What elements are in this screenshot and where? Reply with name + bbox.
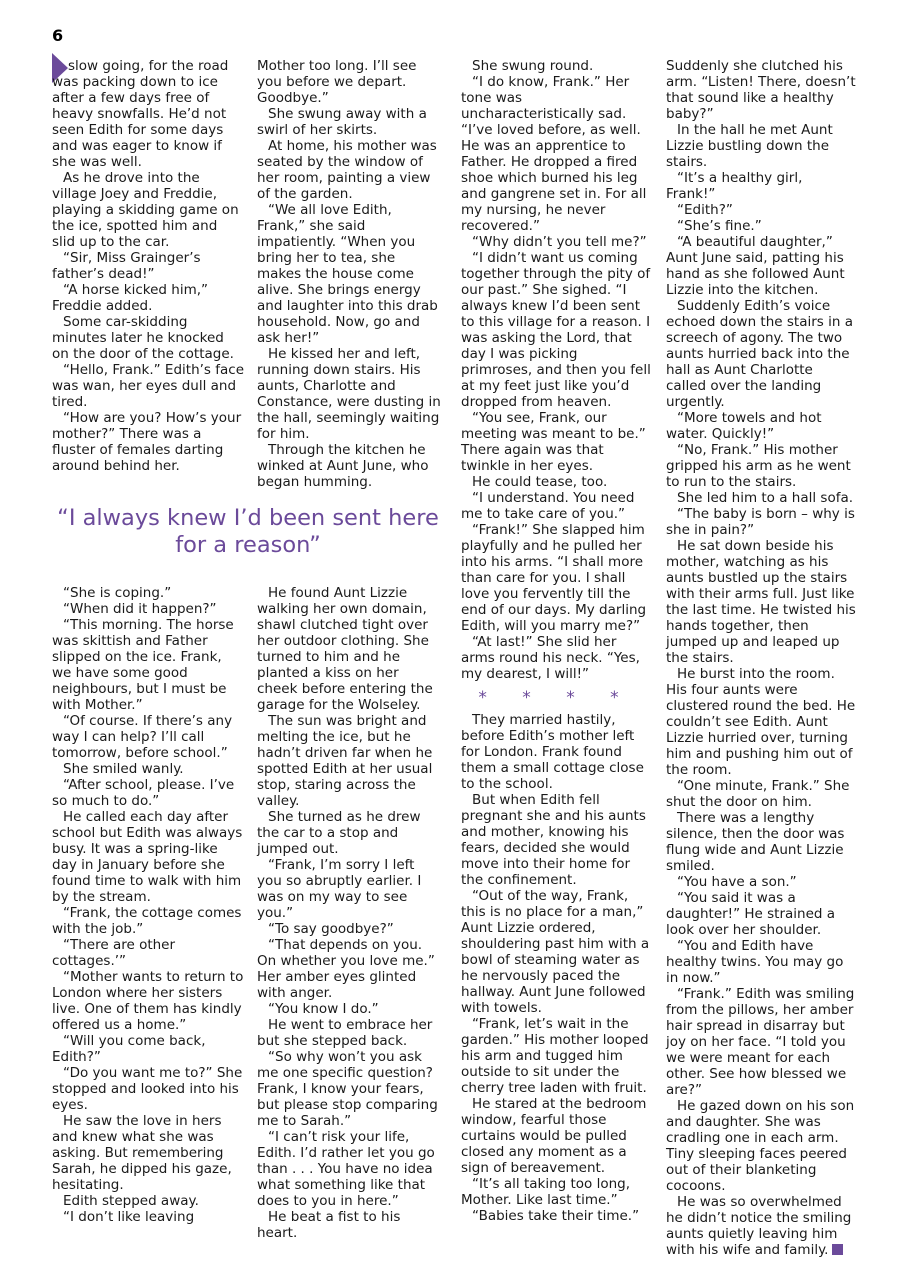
paragraph: slow going, for the road was packing down to ice after a few days free of heavy snowfalls. He’d not seen Edith for some days and was eager to know if she was well. [52, 58, 229, 170]
paragraph: “Frank, let’s wait in the garden.” His mother looped his arm and tugged him outside to sit under the cherry tree laden with fruit. [461, 1016, 649, 1096]
paragraph: He saw the love in hers and knew what she was asking. But remembering Sarah, he dipped his gaze, hesitating. [52, 1113, 232, 1193]
column-1-bottom [52, 585, 244, 1225]
paragraph: He sat down beside his mother, watching as his aunts bustled up the stairs with their arms full. Just like the last time. He twisted his hands together, then jumped up and leaped up the stairs. [666, 538, 856, 666]
paragraph: “I don’t like leaving [63, 1209, 195, 1225]
paragraph: She turned as he drew the car to a stop and jumped out. [257, 809, 421, 857]
paragraph: “Frank.” Edith was smiling from the pillows, her amber hair spread in disarray but joy on her face. “I told you we were meant for each other. See how blessed we are?” [666, 986, 855, 1098]
paragraph: “A beautiful daughter,” Aunt June said, patting his hand as she followed Aunt Lizzie into the kitchen. [666, 234, 845, 298]
paragraph: “No, Frank.” His mother gripped his arm as he went to run to the stairs. [666, 442, 851, 490]
column-2-top [257, 58, 443, 490]
paragraph: “That depends on you. On whether you love me.” Her amber eyes glinted with anger. [257, 937, 435, 1001]
paragraph-text: He was so overwhelmed he didn’t notice the smiling aunts quietly leaving him with his wife and family. [666, 1194, 852, 1258]
paragraph: “You and Edith have healthy twins. You may go in now.” [666, 938, 844, 986]
paragraph: “To say goodbye?” [268, 921, 394, 937]
paragraph: He kissed her and left, running down stairs. His aunts, Charlotte and Constance, were dusting in the hall, seemingly waiting for him. [257, 346, 441, 442]
paragraph: “When did it happen?” [63, 601, 217, 617]
paragraph: “You see, Frank, our meeting was meant to be.” There again was that twinkle in her eyes. [461, 410, 646, 474]
paragraph: “A horse kicked him,” Freddie added. [52, 282, 209, 314]
paragraph: “She is coping.” [63, 585, 172, 601]
paragraph: But when Edith fell pregnant she and his aunts and mother, knowing his fears, decided she would move into their home for the confinement. [461, 792, 646, 888]
paragraph: “I didn’t want us coming together through the pity of our past.” She sighed. “I always knew I’d been sent to this village for a reason. I was asking the Lord, that day I was picking primroses, and then you fell at my feet just like you’d dropped from heaven. [461, 250, 651, 410]
paragraph: “You have a son.” [677, 874, 797, 890]
paragraph: She swung away with a swirl of her skirts. [257, 106, 427, 138]
paragraph: He found Aunt Lizzie walking her own domain, shawl clutched tight over her outdoor clothing. She turned to him and he planted a kiss on her cheek before entering the garage for the Wolseley. [257, 585, 433, 713]
page-number: 6 [52, 26, 64, 45]
paragraph: He burst into the room. His four aunts were clustered round the bed. He couldn’t see Edith. Aunt Lizzie hurried over, turning him and pushing him out of the room. [666, 666, 856, 778]
final-paragraph [666, 1194, 856, 1258]
paragraph: Suddenly Edith’s voice echoed down the stairs in a screech of agony. The two aunts hurried back into the hall as Aunt Charlotte called over the landing urgently. [666, 298, 853, 410]
paragraph: At home, his mother was seated by the window of her room, painting a view of the garden. [257, 138, 437, 202]
paragraph: “The baby is born – why is she in pain?” [666, 506, 855, 538]
paragraph: He called each day after school but Edith was always busy. It was a spring-like day in January before she found time to walk with him by the stream. [52, 809, 243, 905]
paragraph: Through the kitchen he winked at Aunt June, who began humming. [257, 442, 429, 490]
paragraph: The sun was bright and melting the ice, but he hadn’t driven far when he spotted Edith at her usual stop, staring across the valley. [257, 713, 433, 809]
paragraph: “After school, please. I’ve so much to do.” [52, 777, 235, 809]
paragraph: “I understand. You need me to take care of you.” [461, 490, 635, 522]
paragraph: He went to embrace her but she stepped back. [257, 1017, 433, 1049]
paragraph: Mother too long. I’ll see you before we depart. Goodbye.” [257, 58, 417, 106]
column-1-top [52, 58, 244, 474]
paragraph: There was a lengthy silence, then the door was flung wide and Aunt Lizzie smiled. [666, 810, 845, 874]
paragraph: They married hastily, before Edith’s mother left for London. Frank found them a small cottage close to the school. [461, 712, 644, 792]
paragraph: Suddenly she clutched his arm. “Listen! There, doesn’t that sound like a healthy baby?” [666, 58, 856, 122]
paragraph: Edith stepped away. [63, 1193, 199, 1209]
paragraph: “So why won’t you ask me one specific question? Frank, I know your fears, but please stop comparing me to Sarah.” [257, 1049, 438, 1129]
paragraph: “We all love Edith, Frank,” she said impatiently. “When you bring her to tea, she makes the house come alive. She brings energy and laughter into this drab household. Now, go and ask her!” [257, 202, 438, 346]
paragraph: “Will you come back, Edith?” [52, 1033, 206, 1065]
paragraph: “Do you want me to?” She stopped and looked into his eyes. [52, 1065, 243, 1113]
paragraph: “Edith?” [677, 202, 733, 218]
paragraph: She smiled wanly. [63, 761, 184, 777]
paragraph: “Frank!” She slapped him playfully and he pulled her into his arms. “I shall more than care for you. I shall love you fervently till the end of our days. My darling Edith, will you marry me?” [461, 522, 647, 634]
paragraph: He gazed down on his son and daughter. She was cradling one in each arm. Tiny sleeping faces peered out of their blanketing cocoons. [666, 1098, 855, 1194]
paragraph: Some car-skidding minutes later he knocked on the door of the cottage. [52, 314, 234, 362]
paragraph: “It’s a healthy girl, Frank!” [666, 170, 803, 202]
paragraph: She led him to a hall sofa. [677, 490, 854, 506]
paragraph: “Babies take their time.” [472, 1208, 640, 1224]
paragraph: “One minute, Frank.” She shut the door on him. [666, 778, 850, 810]
paragraph: He beat a fist to his heart. [257, 1209, 401, 1241]
column-3 [461, 58, 651, 1224]
paragraph: “There are other cottages.’” [52, 937, 176, 969]
paragraph: “At last!” She slid her arms round his neck. “Yes, my dearest, I will!” [461, 634, 640, 682]
paragraph: “Of course. If there’s any way I can help? I’ll call tomorrow, before school.” [52, 713, 233, 761]
paragraph: “How are you? How’s your mother?” There was a fluster of females darting around behind her. [52, 410, 242, 474]
paragraph: “Hello, Frank.” Edith’s face was wan, her eyes dull and tired. [52, 362, 245, 410]
paragraph: As he drove into the village Joey and Freddie, playing a skidding game on the ice, spotted him and slid up to the car. [52, 170, 239, 250]
paragraph: “Why didn’t you tell me?” [472, 234, 647, 250]
paragraph: He could tease, too. [472, 474, 608, 490]
paragraph: “I can’t risk your life, Edith. I’d rather let you go than . . . You have no idea what something like that does to you in here.” [257, 1129, 435, 1209]
section-break-asterisks: * * * * [478, 688, 634, 708]
paragraph: “You know I do.” [268, 1001, 379, 1017]
paragraph: In the hall he met Aunt Lizzie bustling down the stairs. [666, 122, 833, 170]
paragraph: He stared at the bedroom window, fearful those curtains would be pulled closed any moment as a sign of bereavement. [461, 1096, 647, 1176]
paragraph: “This morning. The horse was skittish and Father slipped on the ice. Frank, we have some good neighbours, but I must be with Mother.” [52, 617, 234, 713]
end-of-story-square-icon [832, 1244, 843, 1255]
paragraph: “Sir, Miss Grainger’s father’s dead!” [52, 250, 201, 282]
paragraph: “Mother wants to return to London where her sisters live. One of them has kindly offered us a home.” [52, 969, 244, 1033]
paragraph: “You said it was a daughter!” He strained a look over her shoulder. [666, 890, 836, 938]
paragraph: She swung round. [472, 58, 594, 74]
paragraph: “She’s fine.” [677, 218, 762, 234]
paragraph: “Out of the way, Frank, this is no place for a man,” Aunt Lizzie ordered, shouldering past him with a bowl of steaming water as he nervously paced the hallway. Aunt June followed with towels. [461, 888, 650, 1016]
column-4 [666, 58, 856, 1258]
paragraph: “Frank, I’m sorry I left you so abruptly earlier. I was on my way to see you.” [257, 857, 422, 921]
paragraph: “It’s all taking too long, Mother. Like last time.” [461, 1176, 631, 1208]
column-2-bottom [257, 585, 443, 1241]
paragraph: “I do know, Frank.” Her tone was uncharacteristically sad. “I’ve loved before, as well. He was an apprentice to Father. He dropped a fired shoe which burned his leg and gangrene set in. For all my nursing, he never recovered.” [461, 74, 647, 234]
pull-quote: “I always knew I’d been sent here for a reason” [57, 505, 439, 558]
paragraph: “Frank, the cottage comes with the job.” [52, 905, 242, 937]
paragraph: “More towels and hot water. Quickly!” [666, 410, 822, 442]
